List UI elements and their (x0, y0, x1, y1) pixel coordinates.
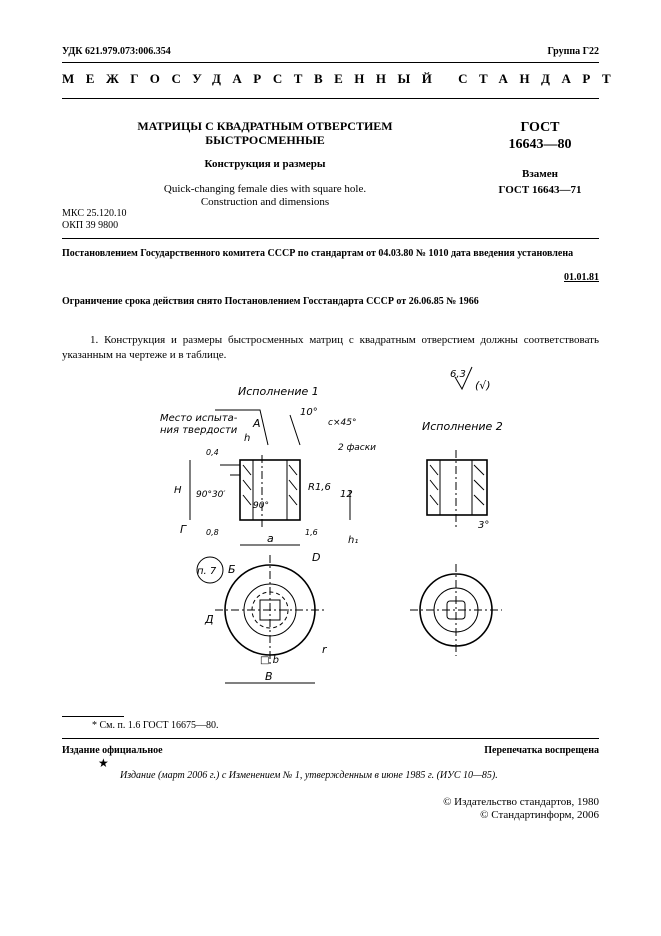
group-code: Группа Г22 (547, 46, 599, 57)
clause-1: 1. Конструкция и размеры быстросменных матриц с квадратным отверстием должны соответствовать указанным на чертеже и в таблице. (62, 334, 599, 361)
top-rule (62, 62, 599, 63)
label-variant-2: Исполнение 2 (422, 420, 503, 433)
replaces-label: Взамен (522, 168, 558, 180)
copyright-1: © Издательство стандартов, 1980 (443, 796, 599, 808)
decree-text: Постановлением Государственного комитета СССР по стандартам от 04.03.80 № 1010 дата введения установлена (62, 248, 574, 259)
label-chamfer: c×45° (328, 418, 357, 428)
reprint-notice: Перепечатка воспрещена (484, 745, 599, 756)
banner-rule (62, 98, 599, 99)
label-H: H (174, 485, 182, 496)
die-section-outline (240, 460, 300, 520)
title-line-1: МАТРИЦЫ С КВАДРАТНЫМ ОТВЕРСТИЕМ (137, 119, 393, 133)
gost-number (480, 119, 600, 153)
label-note: п. 7 (197, 566, 217, 577)
label-12: 12 (340, 489, 353, 500)
english-title (120, 183, 410, 209)
copyright-2: © Стандартинформ, 2006 (480, 809, 599, 821)
edition-info: Издание (март 2006 г.) с Изменением № 1, утвержденным в июне 1985 г. (ИУС 10—85). (120, 770, 498, 781)
label-rough-16: 1,6 (305, 528, 318, 537)
title-line-2: БЫСТРОСМЕННЫЕ (205, 133, 325, 147)
label-B: Б (228, 563, 236, 576)
label-test-place-1: Место испыта- (160, 413, 238, 424)
label-B-dim: B (265, 670, 273, 683)
label-b: □ b (260, 655, 279, 666)
footnote: * См. п. 1.6 ГОСТ 16675—80. (92, 720, 219, 731)
okp-code: ОКП 39 9800 (62, 220, 119, 231)
star-icon: ★ (98, 756, 109, 770)
replaces-block (480, 166, 600, 198)
section-hatch (243, 465, 297, 505)
mks-code: МКС 25.120.10 (62, 208, 127, 219)
effective-date: 01.01.81 (564, 272, 599, 283)
udk-code: УДК 621.979.073:006.354 (62, 46, 171, 57)
label-De: Д (205, 613, 214, 626)
label-test-place-2: ния твердости (160, 425, 238, 436)
label-rough-04: 0,4 (206, 448, 219, 457)
codes-rule (62, 238, 599, 239)
gost-label: ГОСТ (520, 120, 560, 135)
label-a: a (267, 532, 274, 545)
label-rough-08: 0,8 (206, 528, 219, 537)
label-radius: R1,6 (308, 482, 331, 493)
leader-angle-10 (290, 415, 300, 445)
die2-hatch (430, 465, 484, 505)
label-h: h (244, 433, 251, 444)
standard-banner: МЕЖГОСУДАРСТВЕННЫЙ СТАНДАРТ (62, 71, 623, 86)
classification-codes (62, 208, 126, 232)
label-roughness-paren: (√) (475, 379, 491, 392)
gost-code: 16643—80 (508, 137, 572, 152)
label-angle-90-30: 90°30′ (196, 490, 226, 500)
label-roughness-main: 6,3 (450, 369, 466, 380)
label-h1: h₁ (348, 535, 359, 546)
limitation-text: Ограничение срока действия снято Постановлением Госстандарта СССР от 26.06.85 № 1966 (62, 296, 479, 307)
label-angle-90: 90° (253, 501, 269, 511)
document-subtitle: Конструкция и размеры (204, 158, 326, 170)
document-title (120, 119, 410, 147)
replaces-code: ГОСТ 16643—71 (498, 184, 582, 196)
english-title-line-1: Quick-changing female dies with square hole. (163, 183, 367, 195)
label-A: А (253, 417, 261, 430)
official-edition: Издание официальное (62, 745, 163, 756)
label-angle-3: 3° (478, 520, 490, 531)
label-angle-10: 10° (300, 407, 318, 418)
footnote-rule (62, 716, 124, 717)
label-r: r (322, 643, 327, 656)
label-D: D (312, 551, 321, 564)
copyright-block (443, 796, 599, 822)
step-lines (220, 465, 240, 475)
label-chamfers-2: 2 фаски (338, 443, 377, 453)
label-variant-1: Исполнение 1 (238, 385, 319, 398)
english-title-line-2: Construction and dimensions (200, 196, 330, 208)
technical-drawing (150, 365, 530, 700)
footer-rule (62, 738, 599, 739)
die2-plan-inner (434, 588, 478, 632)
label-G: Г (180, 523, 187, 536)
